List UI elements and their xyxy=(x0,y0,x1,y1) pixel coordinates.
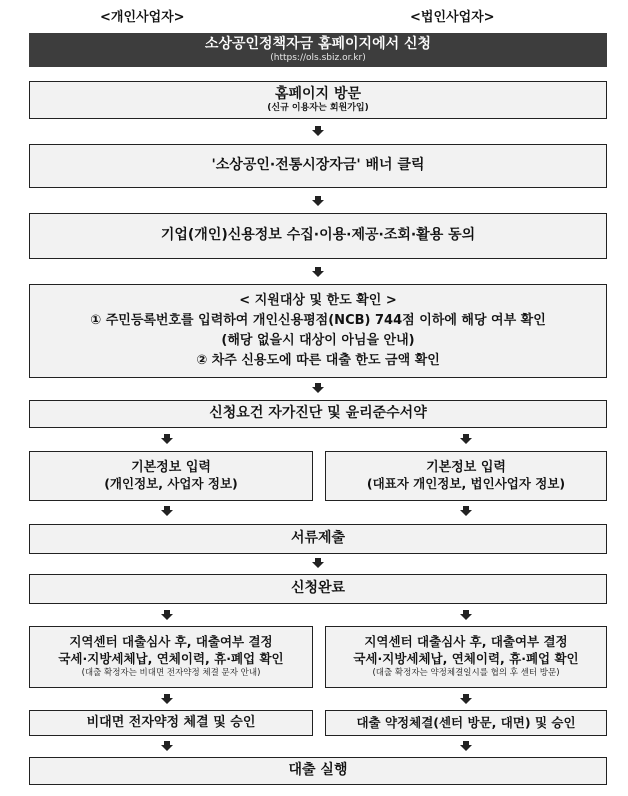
eligibility-line1: ① 주민등록번호를 입력하여 개인신용평점(NCB) 744점 이하에 해당 여부 확인 xyxy=(90,312,546,328)
documents-title: 서류제출 xyxy=(290,530,346,547)
down-arrow-icon xyxy=(312,126,324,136)
homepage-visit-box xyxy=(29,81,607,119)
contract-individual-title: 비대면 전자약정 체결 및 승인 xyxy=(86,714,256,730)
down-arrow-icon xyxy=(161,610,173,620)
down-arrow-icon xyxy=(312,383,324,393)
eligibility-line3: ② 차주 신용도에 따른 대출 한도 금액 확인 xyxy=(196,353,440,369)
down-arrow-icon xyxy=(460,506,472,516)
individual-header: <개인사업자> xyxy=(100,10,185,25)
down-arrow-icon xyxy=(460,610,472,620)
basic-info-corporate-title: 기본정보 입력 xyxy=(426,460,506,476)
down-arrow-icon xyxy=(460,434,472,444)
eligibility-check-box xyxy=(29,284,607,378)
loan-execution-box xyxy=(29,757,607,785)
eligibility-title: < 지원대상 및 한도 확인 > xyxy=(239,292,397,308)
complete-title: 신청완료 xyxy=(290,580,346,597)
review-corporate-box xyxy=(325,626,607,688)
basic-info-individual-box xyxy=(29,451,313,501)
self-check-box xyxy=(29,400,607,428)
banner-click-box xyxy=(29,144,607,188)
basic-info-individual-title: 기본정보 입력 xyxy=(131,460,211,476)
down-arrow-icon xyxy=(460,694,472,704)
execution-title: 대출 실행 xyxy=(288,762,348,779)
basic-info-corporate-sub: (대표자 개인정보, 법인사업자 정보) xyxy=(366,476,566,492)
review-corporate-note: (대출 확정자는 약정체결일시를 협의 후 센터 방문) xyxy=(372,668,560,679)
eligibility-line2: (해당 없을시 대상이 아님을 안내) xyxy=(221,333,415,348)
apply-on-homepage-box xyxy=(29,33,607,67)
visit-title: 홈페이지 방문 xyxy=(274,85,362,102)
down-arrow-icon xyxy=(161,741,173,751)
down-arrow-icon xyxy=(460,741,472,751)
apply-title: 소상공인정책자금 홈페이지에서 신청 xyxy=(204,35,432,52)
down-arrow-icon xyxy=(312,196,324,206)
contract-corporate-title: 대출 약정체결(센터 방문, 대면) 및 승인 xyxy=(356,715,576,731)
review-individual-box xyxy=(29,626,313,688)
self-check-title: 신청요건 자가진단 및 윤리준수서약 xyxy=(209,405,427,422)
down-arrow-icon xyxy=(312,267,324,277)
contract-individual-box xyxy=(29,710,313,736)
down-arrow-icon xyxy=(161,434,173,444)
basic-info-corporate-box xyxy=(325,451,607,501)
review-individual-line1: 지역센터 대출심사 후, 대출여부 결정 xyxy=(69,634,273,650)
down-arrow-icon xyxy=(161,506,173,516)
review-individual-line2: 국세·지방세체납, 연체이력, 휴·폐업 확인 xyxy=(58,651,284,667)
review-individual-note: (대출 확정자는 비대면 전자약정 체결 문자 안내) xyxy=(81,668,261,679)
corporate-header: <법인사업자> xyxy=(410,10,495,25)
visit-sub: (신규 이용자는 회원가입) xyxy=(267,103,369,114)
contract-corporate-box xyxy=(325,710,607,736)
review-corporate-line1: 지역센터 대출심사 후, 대출여부 결정 xyxy=(364,634,568,650)
application-complete-box xyxy=(29,574,607,604)
basic-info-individual-sub: (개인정보, 사업자 정보) xyxy=(104,476,238,492)
documents-box xyxy=(29,524,607,554)
banner-title: '소상공인·전통시장자금' 배너 클릭 xyxy=(211,157,425,174)
down-arrow-icon xyxy=(312,558,324,568)
down-arrow-icon xyxy=(161,694,173,704)
review-corporate-line2: 국세·지방세체납, 연체이력, 휴·폐업 확인 xyxy=(353,651,579,667)
apply-url: (https://ols.sbiz.or.kr) xyxy=(270,53,366,64)
consent-title: 기업(개인)신용정보 수집·이용·제공·조회·활용 동의 xyxy=(160,227,476,244)
credit-consent-box xyxy=(29,213,607,259)
